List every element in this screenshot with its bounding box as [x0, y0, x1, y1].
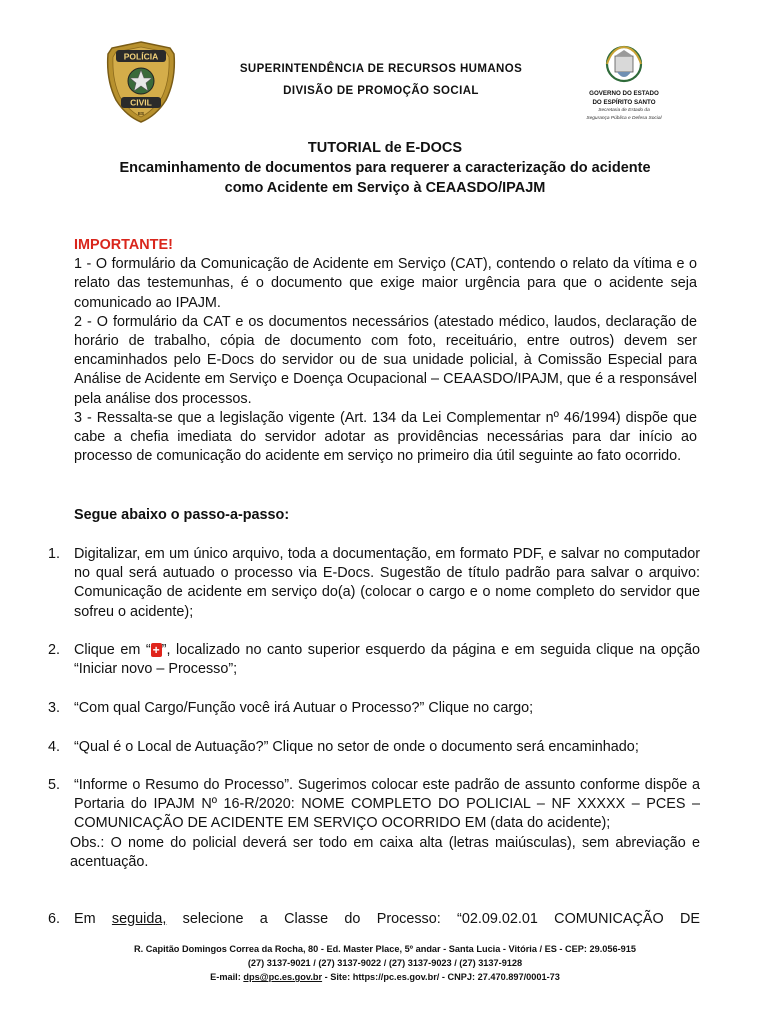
- policia-civil-badge-logo: [104, 40, 178, 124]
- badge-top-text: POLÍCIA: [123, 51, 159, 62]
- gov-line-2: DO ESPÍRITO SANTO: [592, 99, 656, 106]
- step-text: [74, 910, 700, 929]
- step-number: 1.: [48, 546, 61, 562]
- document-header: [196, 63, 566, 97]
- plus-icon: +: [152, 643, 160, 657]
- step-text: [70, 776, 700, 872]
- badge-mark-text: ES: [137, 111, 145, 116]
- step-3: [48, 699, 700, 718]
- step-4: [48, 738, 700, 757]
- important-paragraph-2: 2 - O formulário da CAT e os documentos necessários (atestado médico, laudos, declaração de horário de trabalho, cópia de documento com foto, receituário, entre outros) devem ser encaminhados pelo E-Docs do servidor ou de sua unidade policial, à Comissão Especial para Análise de Acidente em Serviço e Doença Ocupacional – CEAASDO/IPAJM, que é a responsável pela análise dos processos.: [74, 313, 697, 407]
- footer-phones: (27) 3137-9021 / (27) 3137-9022 / (27) 3137-9023 / (27) 3137-9128: [247, 958, 523, 968]
- footer-email-label: E-mail:: [210, 972, 241, 982]
- step-number: 2.: [48, 642, 61, 658]
- gov-sub-1: Secretaria de Estado da: [598, 108, 650, 113]
- footer-contacts: [80, 970, 690, 984]
- header-line-2: DIVISÃO DE PROMOÇÃO SOCIAL: [283, 85, 479, 97]
- state-emblem-icon: [598, 42, 650, 88]
- important-paragraph-1: 1 - O formulário da Comunicação de Acidente em Serviço (CAT), contendo o relato da vítima e o relato das testemunhas, é o documento que exige maior urgência para que o acidente seja comunicado ao IPAJM.: [74, 256, 697, 311]
- steps-heading: Segue abaixo o passo-a-passo:: [74, 507, 290, 523]
- step-6: [48, 910, 700, 929]
- step-2-text-before: Clique em “: [74, 642, 151, 658]
- step-number: 4.: [48, 739, 61, 755]
- step-6-underlined: seguida,: [111, 911, 167, 927]
- footer-address: R. Capitão Domingos Correa da Rocha, 80 - Ed. Master Place, 5º andar - Santa Lucia - Vitória / ES - CEP: 29.056-915: [133, 944, 637, 954]
- gov-line-1: GOVERNO DO ESTADO: [589, 90, 659, 97]
- step-number: 5.: [48, 777, 61, 793]
- document-footer: [80, 942, 690, 984]
- important-paragraph-3: 3 - Ressalta-se que a legislação vigente (Art. 134 da Lei Complementar nº 46/1994) dispõe que cabe a chefia imediata do servidor adotar as providências necessárias para dar início ao processo de comunicação do acidente em serviço no primeiro dia útil seguinte ao fato ocorrido.: [74, 409, 697, 465]
- step-text: [74, 641, 700, 679]
- title-line-3: como Acidente em Serviço à CEAASDO/IPAJM: [224, 180, 546, 196]
- step-6-text-pre: Em: [74, 911, 96, 927]
- step-text: “Qual é o Local de Autuação?” Clique no setor de onde o documento será encaminhado;: [74, 739, 639, 755]
- header-line-1: SUPERINTENDÊNCIA DE RECURSOS HUMANOS: [239, 63, 523, 75]
- step-number: 3.: [48, 700, 61, 716]
- important-heading: IMPORTANTE!: [74, 237, 173, 253]
- title-line-2: Encaminhamento de documentos para requerer a caracterização do acidente: [119, 160, 651, 176]
- title-line-1: TUTORIAL de E-DOCS: [307, 140, 463, 156]
- step-5-text: “Informe o Resumo do Processo”. Sugerimos colocar este padrão de assunto conforme dispõe a Portaria do IPAJM Nº 16-R/2020: NOME COMPLETO DO POLICIAL – NF XXXXX – PCES – COMUNICAÇÃO DE ACIDENTE EM SERVIÇO OCORRIDO EM (data do acidente);: [74, 777, 700, 832]
- step-2: [48, 641, 700, 679]
- step-text: “Com qual Cargo/Função você irá Autuar o Processo?” Clique no cargo;: [74, 700, 534, 716]
- step-5-observation: Obs.: O nome do policial deverá ser todo em caixa alta (letras maiúsculas), sem abreviação e acentuação.: [70, 834, 700, 870]
- footer-site-cnpj: - Site: https://pc.es.gov.br/ - CNPJ: 27.470.897/0001-73: [324, 972, 560, 982]
- step-5: [48, 776, 700, 872]
- gov-sub-2: Segurança Pública e Defesa Social: [586, 116, 662, 121]
- step-1: [48, 545, 700, 622]
- step-6-text-post: selecione a Classe do Processo: “02.09.02.01 COMUNICAÇÃO DE: [182, 911, 701, 927]
- document-title: [60, 138, 710, 198]
- government-logo: [584, 42, 664, 122]
- step-number: 6.: [48, 911, 61, 927]
- step-2-text-after: ”, localizado no canto superior esquerdo da página e em seguida clique na opção “Iniciar novo – Processo”;: [74, 642, 701, 678]
- important-section: [74, 236, 697, 466]
- footer-email-link[interactable]: dps@pc.es.gov.br: [243, 972, 323, 982]
- step-text: Digitalizar, em um único arquivo, toda a documentação, em formato PDF, e salvar no computador no qual será autuado o processo via E-Docs. Sugestão de título padrão para salvar o arquivo: Comunicação de acidente em serviço do(a) (colocar o cargo e o nome completo do servidor que sofreu o acidente);: [74, 546, 700, 620]
- badge-bottom-text: CIVIL: [130, 97, 152, 108]
